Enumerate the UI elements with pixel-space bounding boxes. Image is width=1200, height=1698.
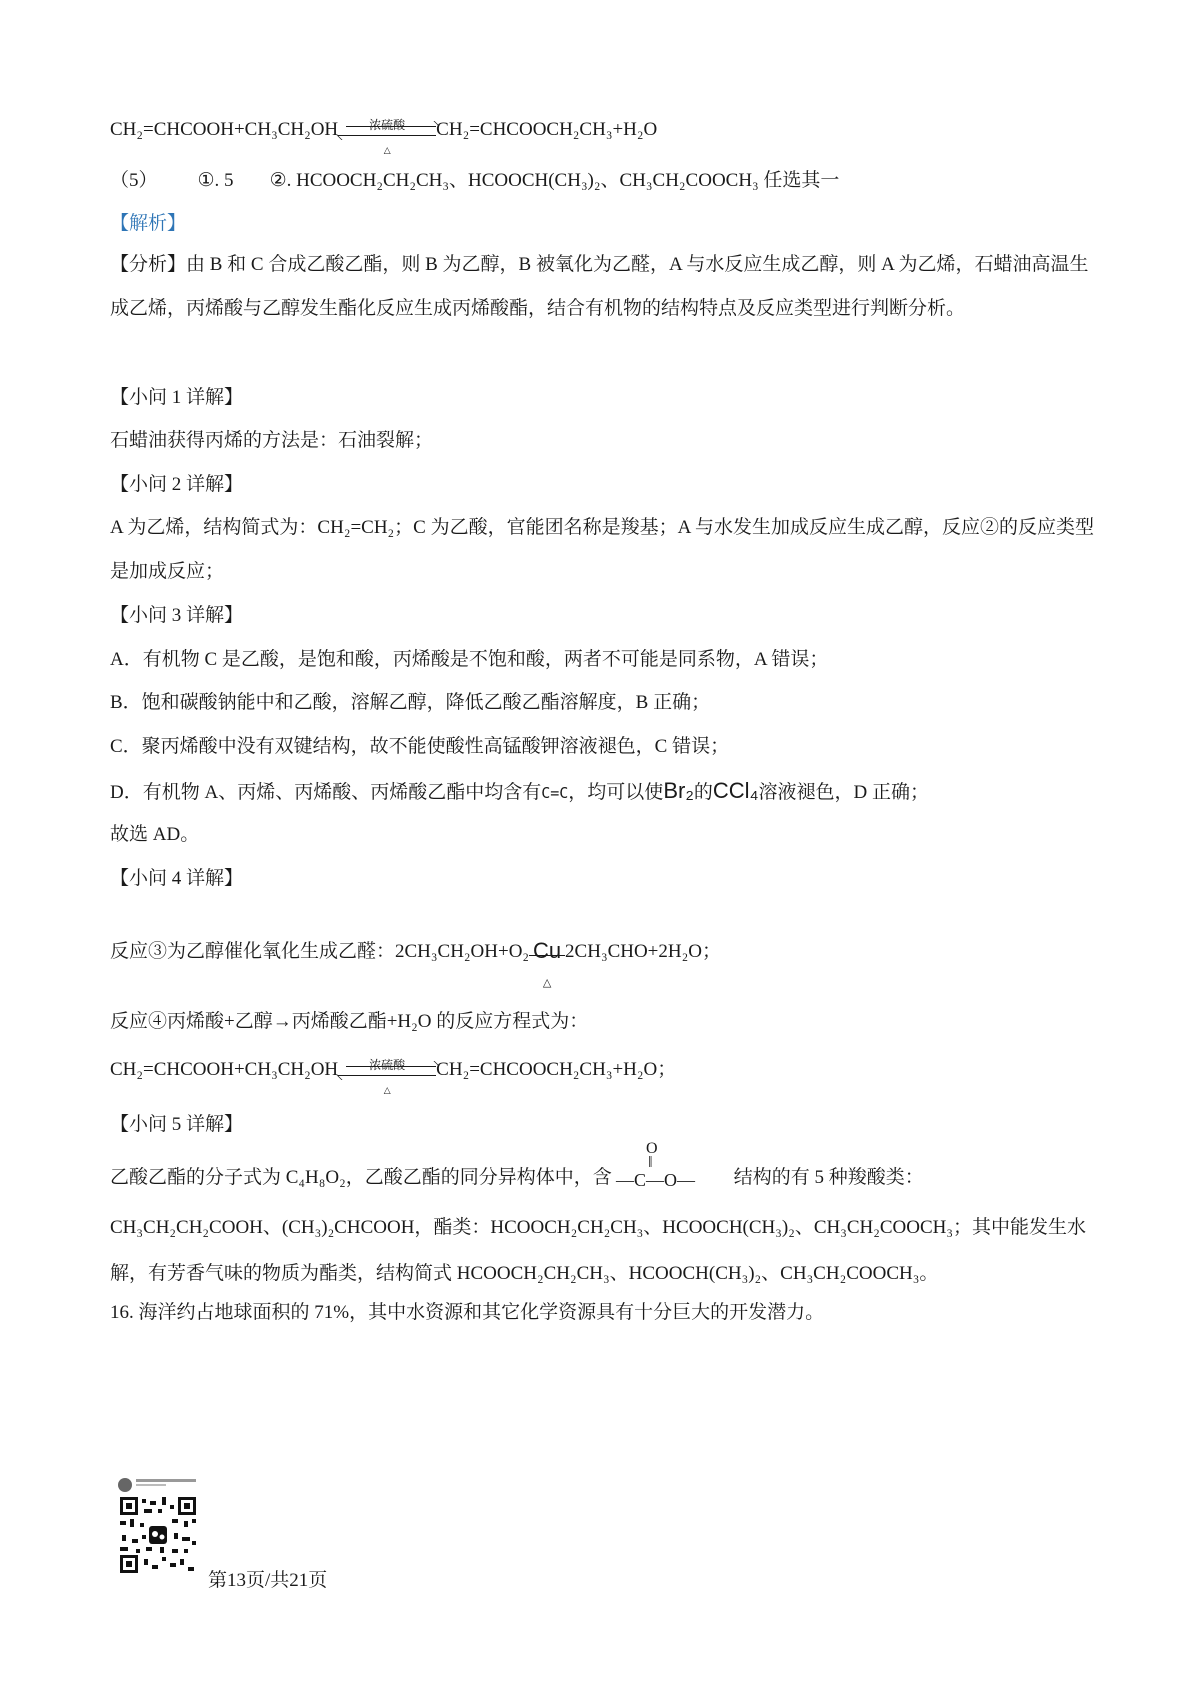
double-bond-cc: C=C <box>541 784 569 802</box>
option-d-text-3: 的 <box>693 782 713 803</box>
catalyst-arrow <box>529 929 565 989</box>
q5-line-1-b: 结构的有 5 种羧酸类： <box>733 1167 924 1188</box>
equation-products: CH₂=CHCOOCH₂CH₃+H₂O； <box>436 1059 677 1080</box>
q5-line-1-a: 乙酸乙酯的分子式为 C₄H₈O₂，乙酸乙酯的同分异构体中，含 <box>110 1167 612 1188</box>
q4-heading: 【小问 4 详解】 <box>110 868 244 889</box>
option-d-text-2: ，均可以使 <box>568 782 664 803</box>
answer-number: （5） <box>110 170 158 191</box>
double-bond-mark: ‖ <box>648 1154 653 1171</box>
qr-caption-graphic <box>136 1478 200 1488</box>
catalyst-label: Cu <box>532 937 562 963</box>
qr-code-image[interactable] <box>118 1495 198 1575</box>
q5-body: CH₃CH₂CH₂COOH、(CH₃)₂CHCOOH，酯类：HCOOCH₂CH₂CH₃、HCOOCH(CH₃)₂、CH₃CH₂COOCH₃；其中能发生水解，有芳香气味的物质为酯类，结构简式 HCOOCH₂CH₂CH₃、HCOOCH(CH₃)₂、CH₃CH₂COOCH₃。 <box>110 1217 1087 1284</box>
question-16: 16. 海洋约占地球面积的 71%，其中水资源和其它化学资源具有十分巨大的开发潜力。 <box>110 1302 825 1323</box>
analysis-paragraph: 【分析】由 B 和 C 合成乙酸乙酯，则 B 为乙醇，B 被氧化为乙醛，A 与水反应生成乙醇，则 A 为乙烯，石蜡油高温生成乙烯，丙烯酸与乙醇发生酯化反应生成丙烯酸酯，结合有机物的结构特点及反应类型进行判断分析。 <box>110 254 1089 319</box>
heat-symbol: △ <box>383 1084 391 1095</box>
equation-line-1 <box>110 115 1100 155</box>
q3-choice: 故选 AD。 <box>110 824 200 845</box>
arrow-condition: 浓硫酸 <box>369 1057 406 1072</box>
q3-option-c: C．聚丙烯酸中没有双键结构，故不能使酸性高锰酸钾溶液褪色，C 错误； <box>110 736 730 757</box>
arrow-condition: 浓硫酸 <box>369 117 406 132</box>
q5-line-1 <box>110 1163 1100 1193</box>
q2-text: A 为乙烯，结构简式为：CH₂=CH₂；C 为乙酸，官能团名称是羧基；A 与水发生加成反应生成乙醇，反应②的反应类型是加成反应； <box>110 517 1095 582</box>
ccl4-formula: CCl₄ <box>712 778 759 803</box>
page-number-footer: 第13页/共21页 <box>208 1570 328 1591</box>
heat-symbol: △ <box>542 976 552 989</box>
reaction-3-suffix: 2CH₃CHO+2H₂O； <box>565 941 721 962</box>
q1-heading: 【小问 1 详解】 <box>110 387 244 408</box>
jiexi-heading: 【解析】 <box>110 213 187 234</box>
bromine-formula: Br₂ <box>663 778 694 803</box>
equation-reactants: CH₂=CHCOOH+CH₃CH₂OH <box>110 119 339 140</box>
q5-heading: 【小问 5 详解】 <box>110 1114 244 1135</box>
q3-option-a: A．有机物 C 是乙酸，是饱和酸，丙烯酸是不饱和酸，两者不可能是同系物，A 错误； <box>110 649 829 670</box>
avatar <box>118 1478 132 1492</box>
equation-reactants: CH₂=CHCOOH+CH₃CH₂OH <box>110 1059 339 1080</box>
q1-text: 石蜡油获得丙烯的方法是：石油裂解； <box>110 430 434 451</box>
ester-structure <box>608 1140 728 1196</box>
q4-reaction-4-text: 反应④丙烯酸+乙醇→丙烯酸乙酯+H₂O 的反应方程式为： <box>110 1011 589 1032</box>
q4-reaction-3 <box>110 928 1100 989</box>
q3-heading: 【小问 3 详解】 <box>110 605 244 626</box>
option-d-text: D．有机物 A、丙烯、丙烯酸、丙烯酸乙酯中均含有 <box>110 782 542 803</box>
heat-symbol: △ <box>383 144 391 155</box>
equation-products: CH₂=CHCOOCH₂CH₃+H₂O <box>436 119 658 140</box>
q3-option-d <box>110 776 1100 808</box>
reversible-arrow <box>338 1056 436 1095</box>
option-d-text-4: 溶液褪色，D 正确； <box>758 782 930 803</box>
reaction-3-prefix: 反应③为乙醇催化氧化生成乙醛：2CH₃CH₂OH+O₂ <box>110 941 530 962</box>
carbonyl-oxygen: O <box>646 1140 658 1157</box>
answer-5-line <box>110 166 1100 196</box>
q3-option-b: B．饱和碳酸钠能中和乙酸，溶解乙醇，降低乙酸乙酯溶解度，B 正确； <box>110 692 711 713</box>
q4-equation <box>110 1055 1100 1095</box>
reversible-arrow <box>338 116 436 155</box>
answer-part-2: ②. HCOOCH₂CH₂CH₃、HCOOCH(CH₃)₂、CH₃CH₂COOCH₃ 任选其一 <box>269 170 840 191</box>
answer-part-1: ①. 5 <box>197 170 234 191</box>
q2-heading: 【小问 2 详解】 <box>110 474 244 495</box>
ester-chain: —C—O— <box>616 1170 696 1190</box>
